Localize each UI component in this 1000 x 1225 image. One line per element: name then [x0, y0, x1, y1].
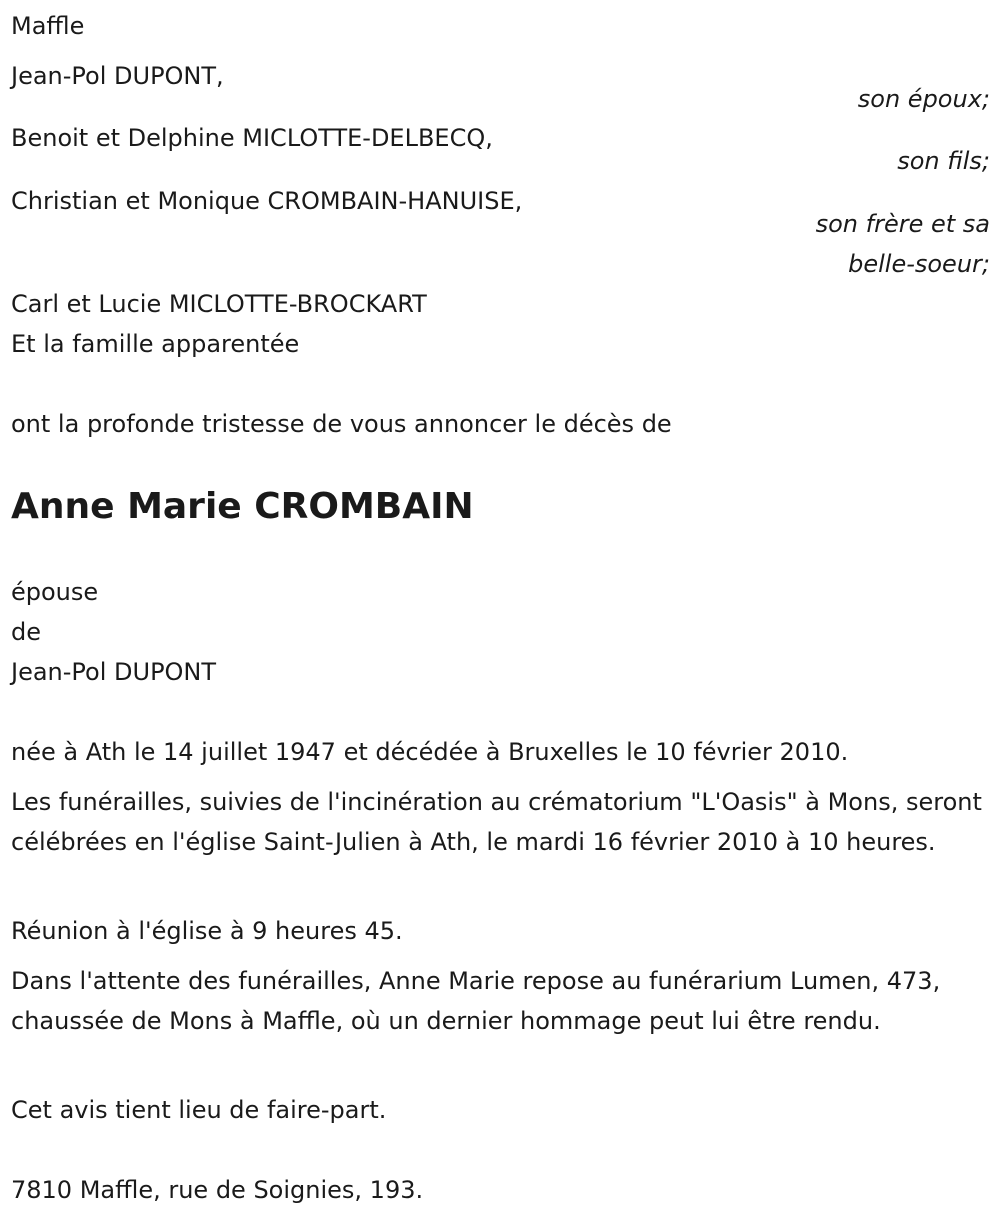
family-member-name: Benoit et Delphine MICLOTTE-DELBECQ, — [11, 124, 493, 152]
extra-family-line: Carl et Lucie MICLOTTE-BROCKART — [11, 290, 427, 318]
meeting-paragraph: Réunion à l'église à 9 heures 45. — [11, 917, 403, 945]
family-member-name: Christian et Monique CROMBAIN-HANUISE, — [11, 187, 523, 215]
funerarium-paragraph: Dans l'attente des funérailles, Anne Marie repose au funérarium Lumen, 473, chaussée de Mons à Maffle, où un dernier hommage peut lui être rendu. — [11, 967, 941, 1035]
family-member-relation: son fils; — [897, 147, 990, 175]
family-member-name: Jean-Pol DUPONT, — [11, 62, 224, 90]
announcement-text: ont la profonde tristesse de vous annoncer le décès de — [11, 410, 672, 438]
family-member-relation: belle-soeur; — [848, 250, 990, 278]
spouse-line: épouse — [11, 578, 99, 606]
address: 7810 Maffle, rue de Soignies, 193. — [11, 1176, 424, 1204]
deceased-name: Anne Marie CROMBAIN — [11, 486, 474, 527]
spouse-line: de — [11, 618, 41, 646]
extra-family-line: Et la famille apparentée — [11, 330, 300, 358]
birth-death-paragraph: née à Ath le 14 juillet 1947 et décédée à Bruxelles le 10 février 2010. — [11, 738, 849, 766]
notice-paragraph: Cet avis tient lieu de faire-part. — [11, 1096, 387, 1124]
header-place: Maffle — [11, 12, 85, 40]
family-member-relation: son époux; — [857, 85, 990, 113]
family-member-relation: son frère et sa — [815, 210, 990, 238]
funeral-paragraph: Les funérailles, suivies de l'incinération au crématorium "L'Oasis" à Mons, seront célébrées en l'église Saint-Julien à Ath, le mardi 16 février 2010 à 10 heures. — [11, 788, 982, 856]
spouse-name: Jean-Pol DUPONT — [11, 658, 217, 686]
